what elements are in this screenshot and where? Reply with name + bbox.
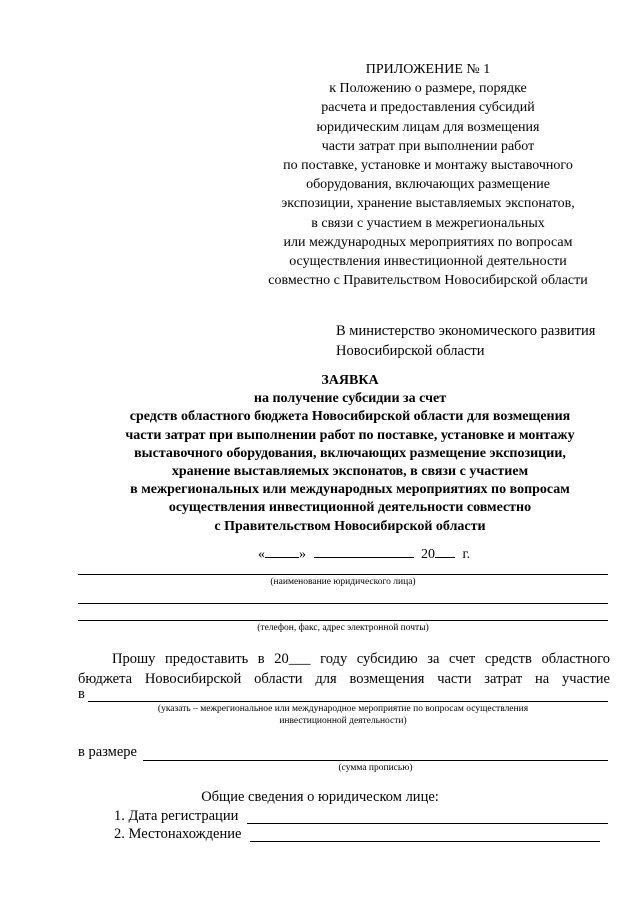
title-line: с Правительством Новосибирской области [214, 518, 486, 534]
event-caption-line: (указать – межрегиональное или международное мероприятие по вопросам осуществления [157, 704, 529, 714]
title-line: в межрегиональных или международных мероприятиях по вопросам [130, 482, 570, 498]
year-suffix: г. [462, 547, 471, 562]
appendix-line: в связи с участием в межрегиональных [311, 215, 545, 231]
title-line: на получение субсидии за счет [253, 391, 447, 407]
title-heading: ЗАЯВКА [321, 373, 379, 388]
amount-label: в размере [78, 744, 137, 760]
amount-caption: (сумма прописью) [338, 763, 413, 773]
appendix-header [250, 60, 606, 290]
legal-name-field[interactable] [78, 574, 608, 575]
request-paragraph [78, 650, 610, 689]
appendix-line: совместно с Правительством Новосибирской области [268, 273, 588, 289]
event-caption [78, 703, 608, 727]
event-caption-line: инвестиционной деятельности) [279, 716, 407, 726]
appendix-line: юридическим лицам для возмещения [316, 119, 540, 135]
legal-name-caption: (наименование юридического лица) [270, 577, 416, 587]
contacts-field-line1[interactable] [78, 603, 608, 604]
title-line: выставочного оборудования, включающих размещение экспозиции, [134, 445, 566, 461]
request-prefix-v: в [78, 686, 85, 702]
appendix-line: или международных мероприятиях по вопросам [283, 234, 573, 250]
year-prefix: 20 [421, 547, 435, 562]
appendix-title: ПРИЛОЖЕНИЕ № 1 [365, 62, 491, 77]
date-open-quote: « [258, 547, 265, 562]
title-line: части затрат при выполнении работ по поставке, установке и монтажу [125, 427, 575, 443]
date-line [258, 544, 470, 563]
day-field[interactable] [265, 544, 299, 558]
event-field[interactable] [88, 701, 608, 702]
appendix-line: по поставке, установке и монтажу выставочного [283, 158, 573, 174]
year-field[interactable] [435, 544, 455, 558]
item-registration-date-label: 1. Дата регистрации [114, 808, 239, 824]
title-line: осуществления инвестиционной деятельности совместно [168, 500, 532, 516]
registration-date-field[interactable] [247, 823, 608, 824]
document-title [60, 372, 640, 536]
item-location-label: 2. Местонахождение [114, 826, 242, 842]
request-line: бюджета Новосибирской области для возмещения части затрат на участие [78, 670, 610, 687]
month-field[interactable] [314, 544, 414, 558]
appendix-line: экспозиции, хранение выставляемых экспонатов, [281, 196, 575, 212]
recipient-block [336, 321, 626, 361]
general-info-heading: Общие сведения о юридическом лице: [201, 789, 439, 805]
recipient-line: Новосибирской области [336, 343, 485, 359]
request-line: Прошу предоставить в 20___ году субсидию за счет средств областного [112, 651, 610, 667]
appendix-line: расчета и предоставления субсидий [321, 100, 535, 116]
appendix-line: оборудования, включающих размещение [306, 177, 550, 193]
title-line: средств областного бюджета Новосибирской области для возмещения [129, 409, 571, 425]
appendix-line: части затрат при выполнении работ [321, 138, 535, 154]
contacts-caption: (телефон, факс, адрес электронной почты) [257, 623, 429, 633]
amount-field[interactable] [143, 760, 608, 761]
contacts-field-line2[interactable] [78, 620, 608, 621]
recipient-line: В министерство экономического развития [336, 323, 596, 339]
appendix-line: к Положению о размере, порядке [329, 81, 527, 97]
location-field[interactable] [250, 841, 600, 842]
appendix-line: осуществления инвестиционной деятельности [289, 254, 567, 270]
date-close-quote: » [299, 547, 306, 562]
title-line: хранение выставляемых экспонатов, в связи с участием [171, 464, 529, 480]
